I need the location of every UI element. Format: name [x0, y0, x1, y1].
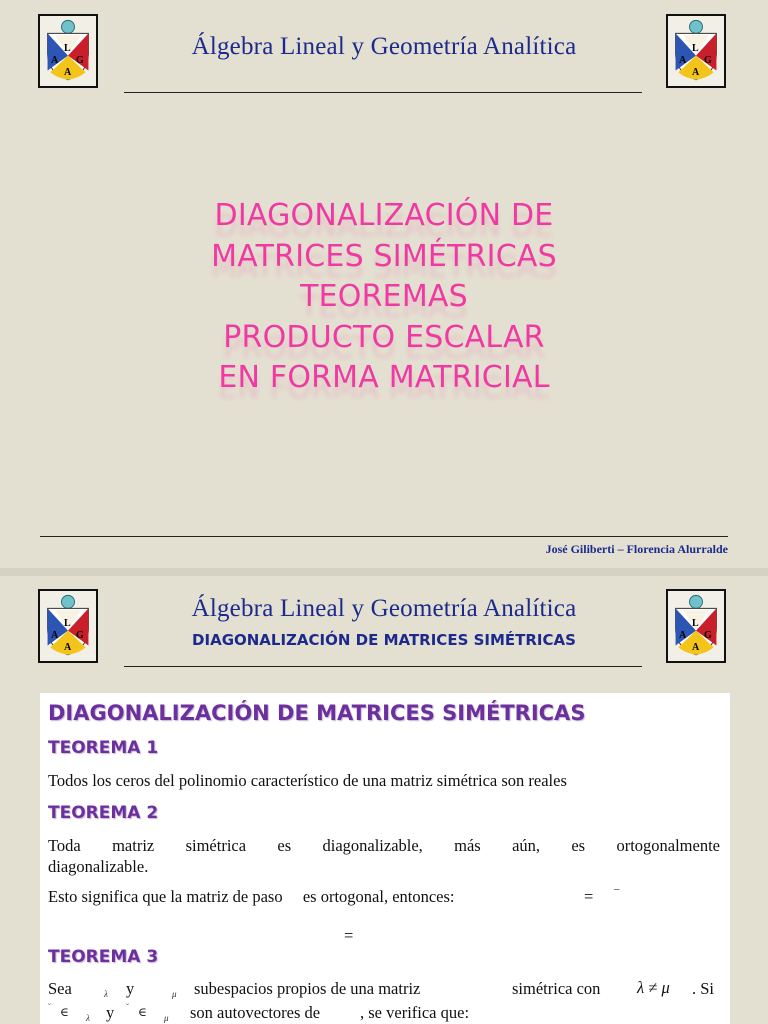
slide-subtitle: DIAGONALIZACIÓN DE MATRICES SIMÉTRICAS [192, 631, 576, 649]
authors: José Giliberti – Florencia Alurralde [545, 542, 728, 556]
sub-mu-2: μ [164, 1013, 169, 1023]
logo-letter-g: G [76, 630, 84, 641]
logo-letter-a2: A [692, 67, 700, 78]
teorema-3-text-b: simétrica con [512, 979, 601, 998]
teorema-3-text-d: , se verifica que: [360, 1003, 470, 1022]
teorema-2-title: TEOREMA 2 [48, 803, 159, 823]
teorema-2-line-3-b: es ortogonal, entonces: [302, 887, 455, 906]
in-symbol-1: ∈ [60, 1005, 69, 1019]
teorema-3-text-c: son autovectores de [190, 1003, 321, 1022]
header-rule [124, 92, 642, 93]
section-heading: DIAGONALIZACIÓN DE MATRICES SIMÉTRICAS [48, 701, 586, 725]
teorema-2-line-1: Toda matriz simétrica es diagonalizable, más aún, es ortogonalmente [48, 836, 720, 855]
teorema-1-title: TEOREMA 1 [48, 738, 159, 758]
teorema-2-line-3-a: Esto significa que la matriz de paso [48, 887, 283, 906]
logo-letter-a2: A [64, 642, 72, 653]
teorema-2-eq2: = [344, 926, 354, 945]
sub-lambda-2: λ [86, 1013, 90, 1023]
teorema-2-line-3 [48, 886, 455, 907]
tilde-1: ˘ [48, 1002, 51, 1012]
in-symbol-2: ∈ [138, 1005, 147, 1019]
teorema-3-text-a: subespacios propios de una matriz [194, 979, 421, 998]
logo-letter-l: L [692, 618, 699, 629]
logo-letter-a2: A [64, 67, 72, 78]
course-title: Álgebra Lineal y Geometría Analítica [191, 595, 577, 622]
sub-mu: μ [172, 989, 177, 999]
logo-letter-a: A [51, 55, 59, 66]
title-line-2: MATRICES SIMÉTRICAS [211, 238, 557, 274]
logo-letter-a: A [679, 55, 687, 66]
teorema-2-eq1-sup: – [614, 883, 620, 895]
header-rule [124, 666, 642, 667]
title-line-1: DIAGONALIZACIÓN DE [214, 198, 554, 233]
title-line-3: TEOREMAS [300, 279, 468, 314]
logo-letter-g: G [704, 55, 712, 66]
sub-lambda: λ [104, 989, 108, 999]
teorema-2-line-2: diagonalizable. [48, 857, 149, 876]
course-title: Álgebra Lineal y Geometría Analítica [191, 33, 577, 60]
logo-letter-g: G [704, 630, 712, 641]
slide-separator [0, 568, 768, 576]
teorema-3-condition: λ ≠ μ [637, 978, 670, 997]
teorema-3-title: TEOREMA 3 [48, 947, 159, 967]
tilde-2: ˘ [126, 1002, 129, 1012]
logo-letter-a: A [679, 630, 687, 641]
logo-letter-l: L [64, 43, 71, 54]
logo-letter-l: L [64, 618, 71, 629]
teorema-3-sea: Sea [48, 979, 72, 998]
content-panel [40, 693, 730, 1024]
title-line-4: PRODUCTO ESCALAR [223, 319, 545, 355]
teorema-1-text: Todos los ceros del polinomio característico de una matriz simétrica son reales [48, 771, 567, 790]
logo-letter-l: L [692, 43, 699, 54]
footer-rule [40, 536, 728, 537]
teorema-3-y: y [126, 979, 135, 998]
logo-letter-g: G [76, 55, 84, 66]
logo-letter-a2: A [692, 642, 700, 653]
teorema-3-y-2: y [106, 1003, 115, 1022]
logo-letter-a: A [51, 630, 59, 641]
slide-title [0, 196, 768, 399]
teorema-3-si: . Si [692, 979, 715, 998]
title-line-5: EN FORMA MATRICIAL [218, 360, 550, 395]
teorema-2-eq1: = [584, 887, 594, 906]
